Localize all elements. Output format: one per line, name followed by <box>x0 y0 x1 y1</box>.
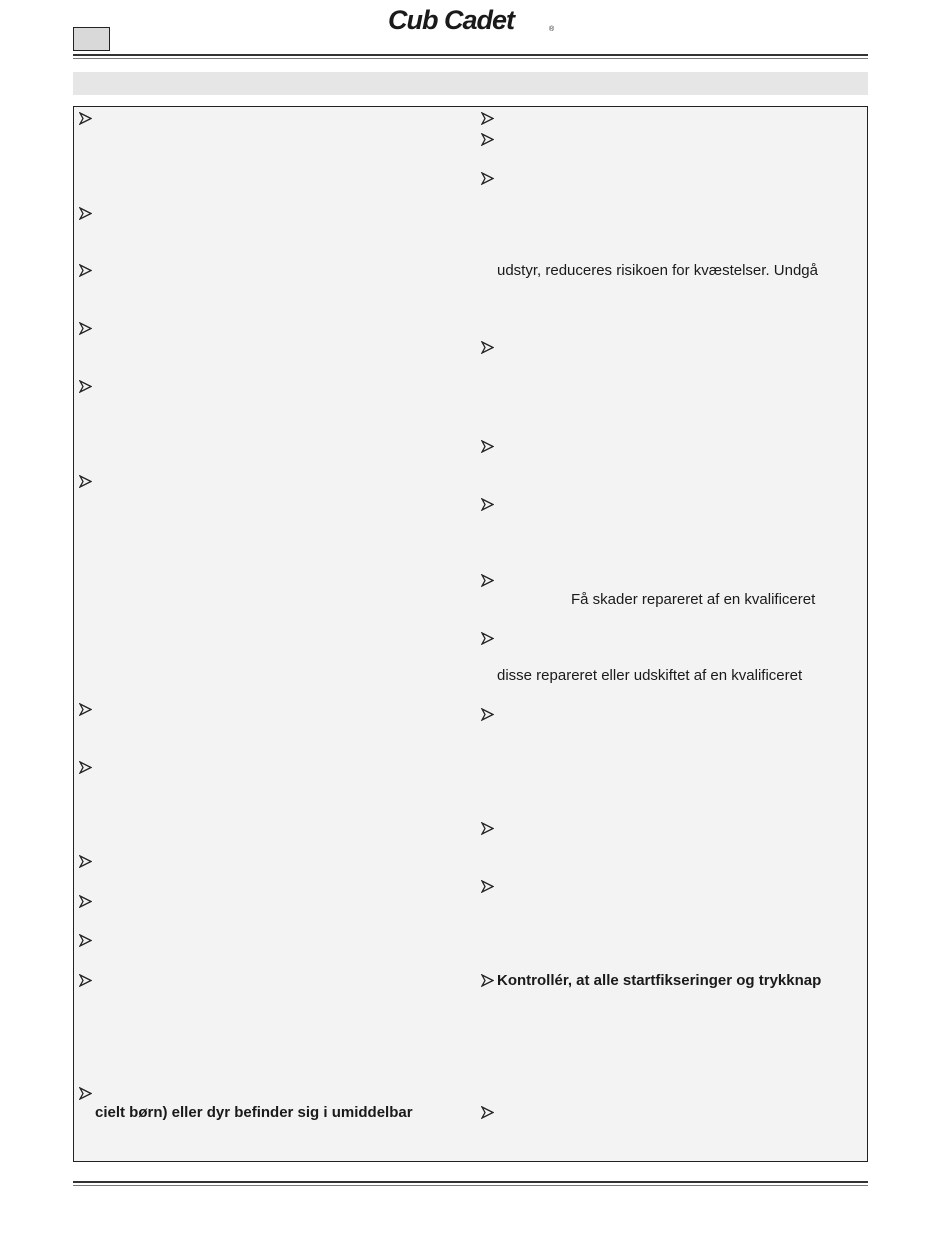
bullet-arrow-icon <box>481 822 495 836</box>
cub-cadet-logo <box>386 4 562 36</box>
bullet-arrow-icon <box>79 380 93 394</box>
svg-text:®: ® <box>549 26 555 33</box>
footer-rule-thin <box>73 1185 868 1186</box>
bullet-arrow-icon <box>79 1087 93 1101</box>
bullet-arrow-icon <box>481 574 495 588</box>
bullet-arrow-icon <box>79 475 93 489</box>
bullet-arrow-icon <box>79 934 93 948</box>
left-bullet-text: cielt børn) eller dyr befinder sig i umiddelbar <box>95 1104 413 1121</box>
bullet-arrow-icon <box>79 264 93 278</box>
right-bullet-text: Få skader repareret af en kvalificeret <box>571 591 816 608</box>
bullet-arrow-icon <box>481 112 495 126</box>
bullet-arrow-icon <box>79 112 93 126</box>
bullet-arrow-icon <box>79 207 93 221</box>
bullet-arrow-icon <box>79 855 93 869</box>
page-number-box <box>73 27 110 51</box>
header-rule <box>73 54 868 56</box>
bullet-arrow-icon <box>79 703 93 717</box>
bullet-arrow-icon <box>481 880 495 894</box>
header-rule-thin <box>73 58 868 59</box>
bullet-arrow-icon <box>79 761 93 775</box>
right-bullet-text: Kontrollér, at alle startfikseringer og trykknap <box>497 972 822 989</box>
right-bullet-text: udstyr, reduceres risikoen for kvæstelser. Undgå <box>497 262 818 279</box>
bullet-arrow-icon <box>481 708 495 722</box>
bullet-arrow-icon <box>481 341 495 355</box>
bullet-arrow-icon <box>481 133 495 147</box>
bullet-arrow-icon <box>481 1106 495 1120</box>
bullet-arrow-icon <box>481 172 495 186</box>
bullet-arrow-icon <box>79 895 93 909</box>
svg-text:Cub Cadet: Cub Cadet <box>388 5 514 35</box>
bullet-arrow-icon <box>481 974 495 988</box>
bullet-arrow-icon <box>79 322 93 336</box>
section-title-bar <box>73 72 868 95</box>
footer-rule <box>73 1181 868 1183</box>
right-bullet-text: disse repareret eller udskiftet af en kvalificeret <box>497 667 803 684</box>
bullet-arrow-icon <box>481 498 495 512</box>
bullet-arrow-icon <box>481 440 495 454</box>
bullet-arrow-icon <box>79 974 93 988</box>
bullet-arrow-icon <box>481 632 495 646</box>
